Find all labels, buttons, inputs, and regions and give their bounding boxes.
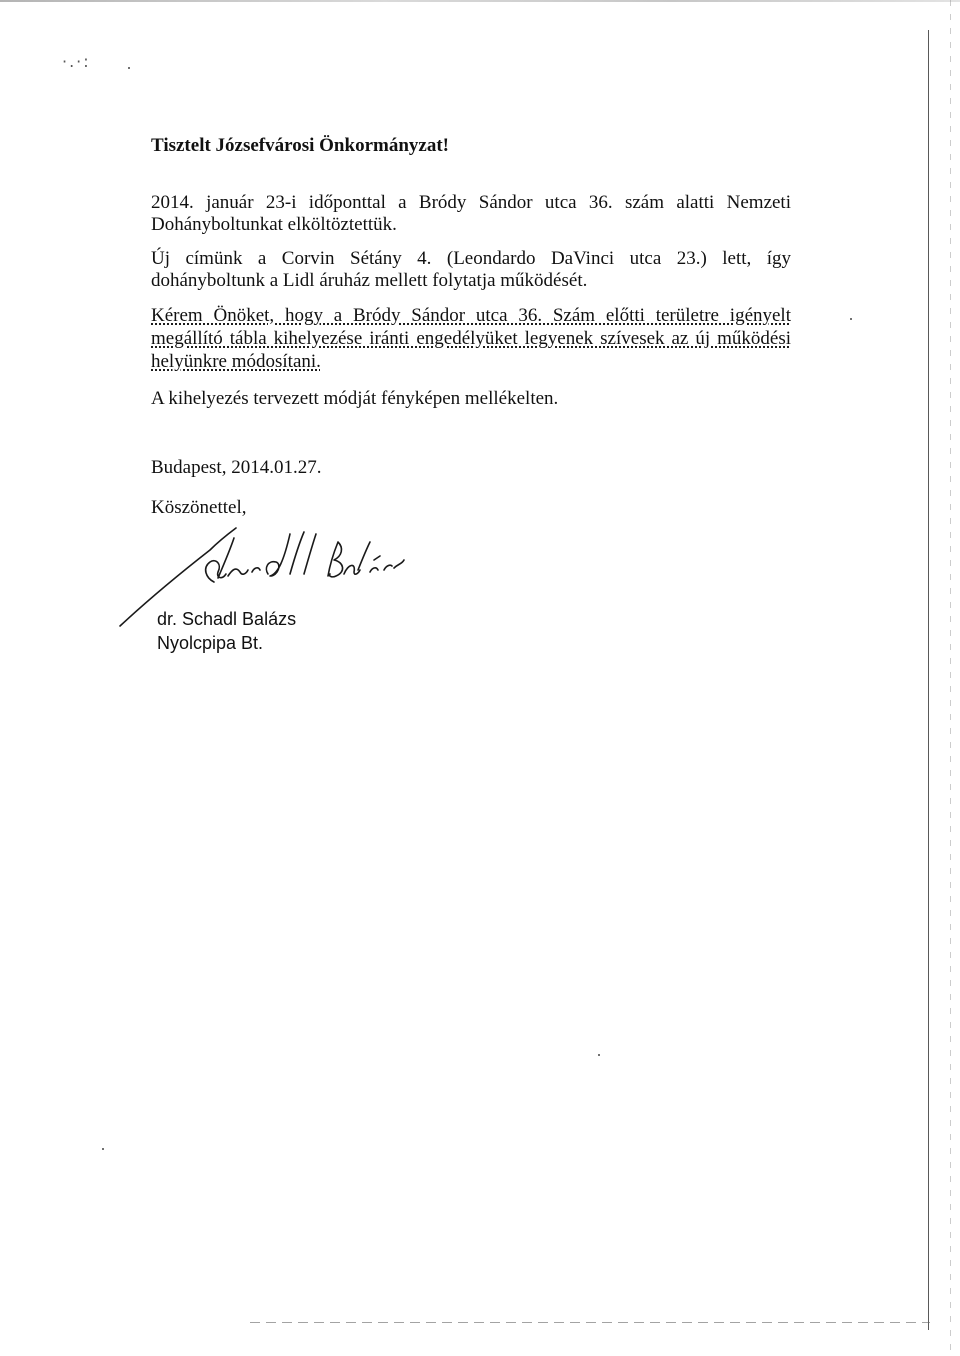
scan-corner-mark: ·.·:	[62, 52, 91, 71]
scan-edge-right-dotted	[950, 0, 951, 1356]
salutation: Tisztelt Józsefvárosi Önkormányzat!	[151, 135, 449, 156]
scan-speck	[128, 67, 130, 69]
paragraph-new-address: Új címünk a Corvin Sétány 4. (Leondardo DaVinci utca 23.) lett, így dohányboltunk a Lidl áruház mellett folytatja működését.	[151, 248, 791, 291]
scan-edge-bottom	[250, 1322, 930, 1323]
scan-speck	[598, 1054, 600, 1056]
letter-body	[151, 134, 791, 520]
scan-speck	[102, 1148, 104, 1150]
signer-block	[157, 607, 296, 655]
closing: Köszönettel,	[151, 497, 247, 518]
signer-company: Nyolcpipa Bt.	[157, 633, 264, 653]
paragraph-request: Kérem Önöket, hogy a Bródy Sándor utca 36. Szám előtti területre igényelt megállító tábla kihelyezése iránti engedélyüket legyenek szívesek az új működési helyünkre módosítani.	[151, 305, 791, 372]
scan-speck	[850, 318, 852, 320]
paragraph-attachment: A kihelyezés tervezett módját fényképen mellékelten.	[151, 388, 559, 409]
date-line: Budapest, 2014.01.27.	[151, 457, 322, 478]
signer-name: dr. Schadl Balázs	[157, 609, 297, 629]
scan-edge-top	[0, 0, 960, 2]
paragraph-relocation: 2014. január 23-i időponttal a Bródy Sándor utca 36. szám alatti Nemzeti Dohányboltunkat elköltöztettük.	[151, 192, 791, 235]
scan-edge-right	[928, 30, 929, 1330]
